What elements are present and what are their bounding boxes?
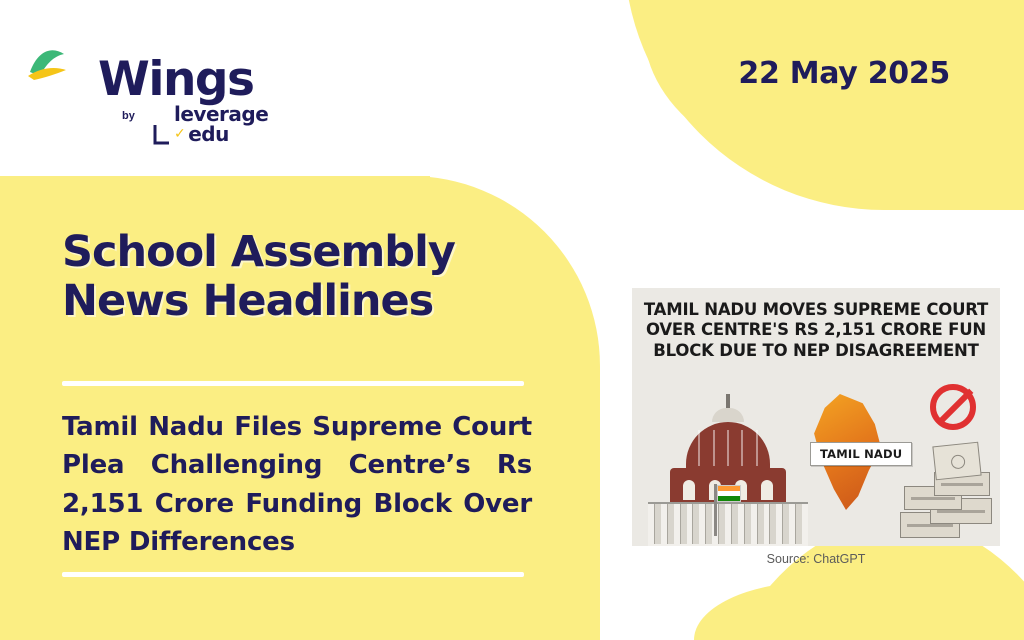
page-title (62, 228, 562, 327)
wings-swoosh-icon (26, 42, 94, 82)
ban-sign-icon (930, 384, 976, 430)
supreme-court-building-icon (648, 386, 808, 546)
parent-brand (152, 104, 268, 144)
decorative-shape-bottom-right-secondary (694, 582, 1024, 640)
page-title-line2: News Headlines (62, 276, 434, 327)
news-image-card (632, 288, 1000, 546)
check-icon: ✓ (174, 126, 186, 142)
page-title-line1: School Assembly (62, 227, 455, 277)
divider-top (62, 381, 524, 386)
brand-name: Wings (98, 52, 254, 107)
divider-bottom (62, 572, 524, 577)
parent-brand-line1: leverage (174, 102, 269, 126)
date-label: 22 May 2025 (738, 56, 950, 91)
parent-brand-line2: edu (188, 122, 229, 146)
source-label: Source: ChatGPT (766, 552, 866, 566)
brand-logo[interactable] (26, 24, 269, 146)
news-card-artwork (632, 380, 1000, 546)
brand-by-label: by (122, 110, 135, 122)
news-card-title: TAMIL NADU MOVES SUPREME COURT OVER CENTRE'S RS 2,151 CRORE FUN BLOCK DUE TO NEP DISAGREEMENT (643, 300, 989, 360)
money-stack-icon (900, 446, 996, 538)
subheadline: Tamil Nadu Files Supreme Court Plea Challenging Centre’s Rs 2,151 Crore Funding Block Over NEP Differences (62, 412, 532, 558)
map-label: TAMIL NADU (810, 442, 912, 466)
